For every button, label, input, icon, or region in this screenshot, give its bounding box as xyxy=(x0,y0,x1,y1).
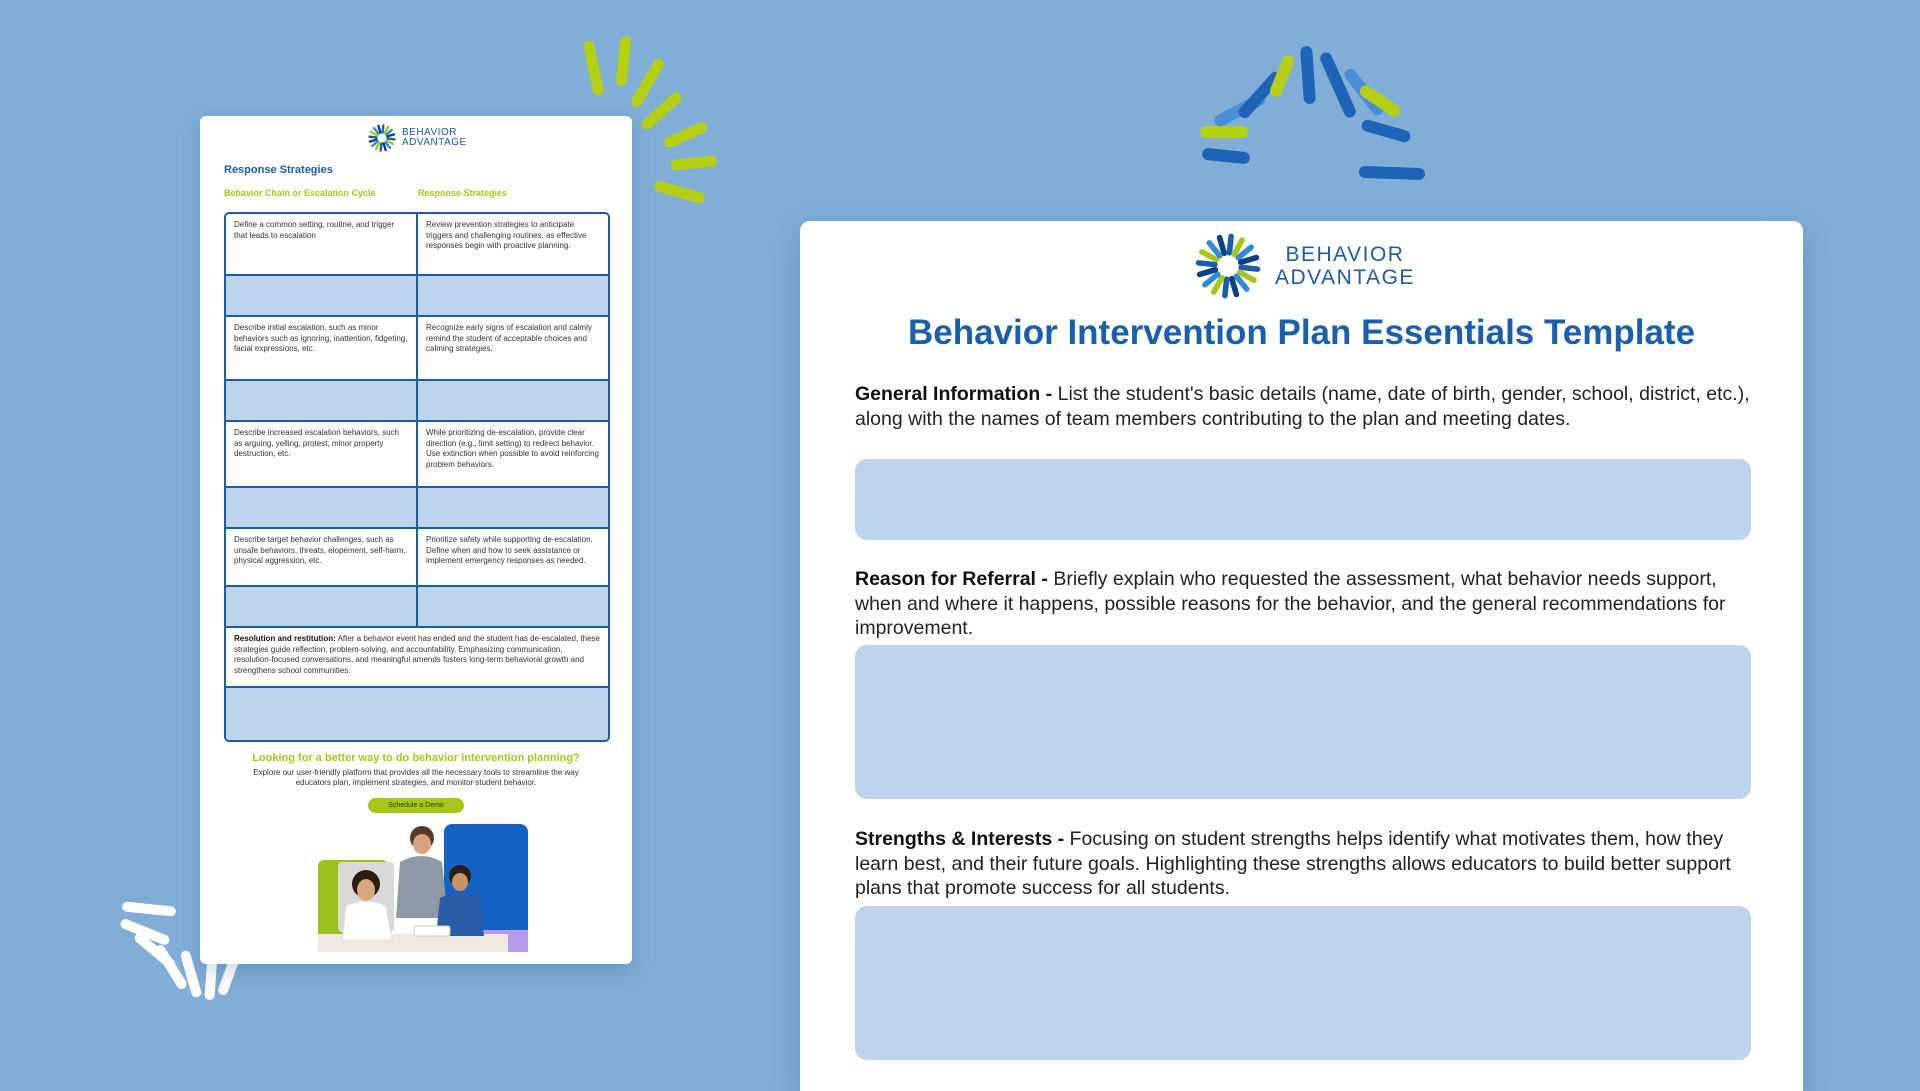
table-input-row xyxy=(226,379,608,420)
logo-ray xyxy=(1225,279,1227,295)
table-input-row xyxy=(226,486,608,527)
resolution-label: Resolution and restitution: xyxy=(234,634,336,643)
table-row xyxy=(226,420,608,486)
section-description: Focusing on student strengths helps identify what motivates them, how they learn best, and their future goals. Highlighting these strengths allows educators to build better support plans that promote success for all students. xyxy=(855,828,1731,899)
section-label: Reason for Referral - xyxy=(855,568,1048,590)
logo-ray xyxy=(369,137,376,138)
burst-ray xyxy=(582,39,604,96)
general-information-section xyxy=(855,382,1755,431)
brand-line-1: BEHAVIOR xyxy=(402,127,457,138)
logo-ray xyxy=(384,143,386,150)
burst-ray xyxy=(1300,46,1316,105)
burst-ray xyxy=(1360,118,1411,143)
strengths-interests-input[interactable] xyxy=(855,906,1751,1060)
strategy-input-field[interactable] xyxy=(416,276,608,315)
reason-for-referral-input[interactable] xyxy=(855,645,1751,799)
behavior-cell: Define a common setting, routine, and trigger that leads to escalation xyxy=(234,220,395,240)
brand-line-1: BEHAVIOR xyxy=(1285,243,1405,266)
section-description: List the student's basic details (name, date of birth, gender, school, district, etc.), along with the names of team members contributing to the plan and meeting dates. xyxy=(855,383,1750,430)
section-description: Briefly explain who requested the assessment, what behavior needs support, when and where it happens, possible reasons for the behavior, and the general recommendations for improvement. xyxy=(855,568,1726,639)
strategy-input-field[interactable] xyxy=(416,381,608,420)
burst-ray xyxy=(653,180,706,205)
resolution-text: After a behavior event has ended and the student has de-escalated, these strategies guide reflection, problem-solving, and accountability. Emphasizing communication, resolution-focused conversations, and meaningful amends fosters long-term behavioral growth and strengthens school communities. xyxy=(234,634,600,675)
cta-text: Explore our user-friendly platform that provides all the necessary tools to streamline the way educators plan, implement strategies, and monitor student behavior. xyxy=(253,768,579,787)
reason-for-referral-section xyxy=(855,567,1755,641)
burst-ray xyxy=(122,901,177,917)
logo-ray xyxy=(1241,258,1257,263)
logo-ray xyxy=(378,126,380,133)
behavior-cell: Describe increased escalation behaviors, such as arguing, yelling, protest, minor property destruction, etc. xyxy=(234,428,399,458)
sunburst-icon xyxy=(1195,233,1261,299)
students-teacher-photo xyxy=(318,822,528,952)
brand-logo xyxy=(368,124,467,152)
table-row xyxy=(226,315,608,379)
cta-title: Looking for a better way to do behavior intervention planning? xyxy=(252,752,580,764)
logo-ray xyxy=(370,140,377,142)
table-row xyxy=(226,214,608,274)
burst-ray xyxy=(629,57,666,109)
behavior-input-field[interactable] xyxy=(226,276,416,315)
resolution-cell xyxy=(226,628,608,686)
resolution-input-field[interactable] xyxy=(226,688,608,740)
table-input-row xyxy=(226,274,608,315)
logo-ray xyxy=(387,134,394,136)
logo-ray xyxy=(388,139,395,140)
page-title: Behavior Intervention Plan Essentials Template xyxy=(907,313,1696,352)
burst-ray xyxy=(180,950,203,999)
general-information-input[interactable] xyxy=(855,459,1751,540)
bip-template-page xyxy=(800,221,1803,1091)
table-row xyxy=(226,527,608,585)
strategy-cell: Prioritize safety while supporting de-escalation. Define when and how to seek assistance or implement emergency responses as needed. xyxy=(416,529,608,585)
logo-ray xyxy=(1220,238,1225,254)
logo-ray xyxy=(1232,279,1237,295)
strategy-cell: While prioritizing de-escalation, provide clear direction (e.g., limit setting) to redirect behavior. Use extinction when possible to avoid reinforcing problem behaviors. xyxy=(416,422,608,486)
burst-ray xyxy=(670,155,717,171)
burst-ray xyxy=(615,36,631,87)
resolution-row xyxy=(226,626,608,686)
sunburst-icon xyxy=(368,124,396,152)
logo-ray xyxy=(1200,270,1216,275)
logo-ray xyxy=(1229,236,1231,252)
section-label: General Information - xyxy=(855,383,1053,405)
burst-ray xyxy=(1200,126,1248,138)
column-header-behavior: Behavior Chain or Escalation Cycle xyxy=(224,188,376,198)
burst-ray xyxy=(1359,166,1425,180)
brand-line-2: ADVANTAGE xyxy=(402,137,467,148)
section-heading: Response Strategies xyxy=(224,164,333,176)
behavior-input-field[interactable] xyxy=(226,587,416,626)
resolution-input-row xyxy=(226,686,608,740)
burst-ray xyxy=(1202,148,1251,165)
strategy-cell: Recognize early signs of escalation and calmly remind the student of acceptable choices and calming strategies. xyxy=(416,317,608,379)
behavior-cell: Describe initial escalation, such as minor behaviors such as ignoring, inattention, fidgeting, facial expressions, etc. xyxy=(234,323,408,353)
strategy-table xyxy=(224,212,610,742)
response-strategies-page xyxy=(200,116,632,964)
table-input-row xyxy=(226,585,608,626)
section-label: Strengths & Interests - xyxy=(855,828,1065,850)
logo-ray xyxy=(1198,263,1214,265)
logo-ray xyxy=(381,144,382,151)
brand-line-2: ADVANTAGE xyxy=(1275,266,1415,289)
behavior-input-field[interactable] xyxy=(226,381,416,420)
behavior-input-field[interactable] xyxy=(226,488,416,527)
burst-ray xyxy=(662,121,708,150)
column-header-strategies: Response Strategies xyxy=(418,188,508,198)
strategy-cell: Review prevention strategies to anticipate triggers and challenging routines, as effective responses begin with proactive planning. xyxy=(416,214,608,274)
strategy-input-field[interactable] xyxy=(416,488,608,527)
strategy-input-field[interactable] xyxy=(416,587,608,626)
logo-ray xyxy=(1241,267,1257,269)
brand-logo xyxy=(1195,233,1415,299)
behavior-cell: Describe target behavior challenges, such as unsafe behaviors, threats, elopement, self-harm, physical aggression, etc. xyxy=(234,535,406,565)
schedule-demo-button[interactable]: Schedule a Demo xyxy=(368,798,464,813)
strengths-interests-section xyxy=(855,827,1755,901)
logo-ray xyxy=(383,125,384,132)
blue-green-sunburst-icon xyxy=(1190,40,1430,180)
